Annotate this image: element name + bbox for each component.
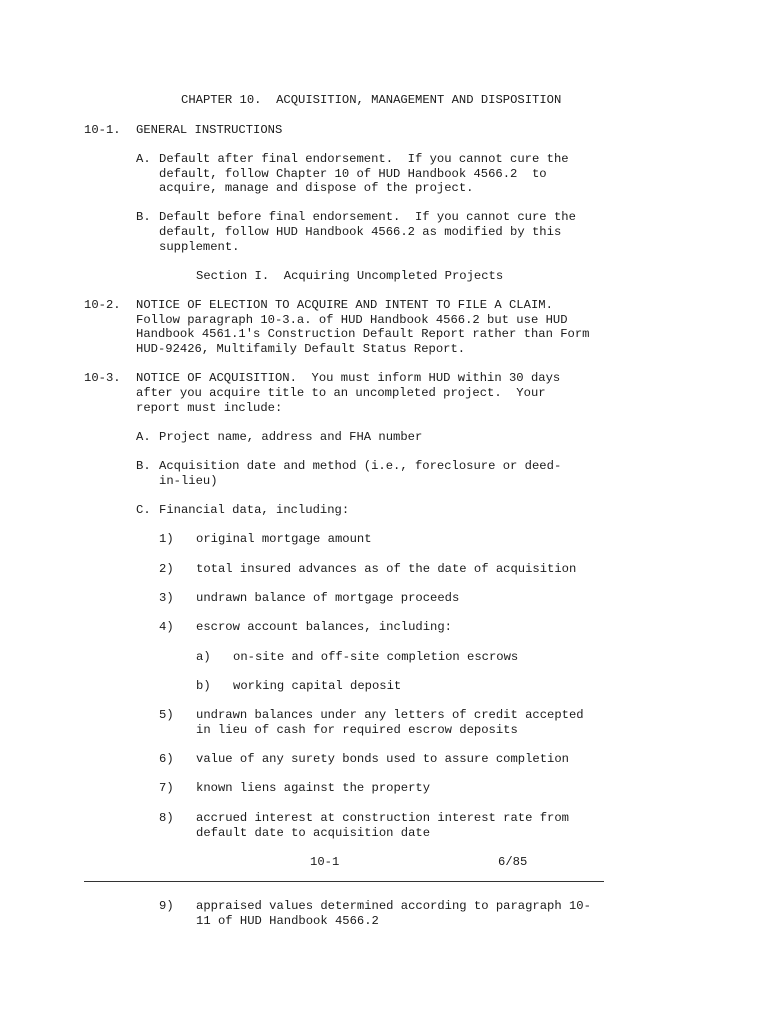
section-heading: Section I. Acquiring Uncompleted Projects — [196, 269, 504, 283]
item-label: A. — [136, 430, 151, 444]
item-text: Financial data, including: — [159, 503, 350, 517]
list-item-number: 6) — [159, 752, 174, 766]
paragraph-text: after you acquire title to an uncompleted project. Your — [136, 386, 546, 400]
list-item-text: default date to acquisition date — [196, 826, 431, 840]
list-item-text: escrow account balances, including: — [196, 620, 452, 634]
list-item-number: 1) — [159, 532, 174, 546]
paragraph-text: NOTICE OF ELECTION TO ACQUIRE AND INTENT TO FILE A CLAIM. — [136, 298, 553, 312]
paragraph-heading: GENERAL INSTRUCTIONS — [136, 123, 283, 137]
paragraph-number: 10-3. — [84, 371, 121, 385]
list-item-number: 8) — [159, 811, 174, 825]
item-text: Acquisition date and method (i.e., foreclosure or deed- — [159, 459, 562, 473]
paragraph-text: Follow paragraph 10-3.a. of HUD Handbook 4566.2 but use HUD — [136, 313, 568, 327]
paragraph-text: NOTICE OF ACQUISITION. You must inform HUD within 30 days — [136, 371, 561, 385]
item-text: supplement. — [159, 240, 240, 254]
list-item-text: undrawn balance of mortgage proceeds — [196, 591, 460, 605]
list-item-text: original mortgage amount — [196, 532, 372, 546]
list-item-text: value of any surety bonds used to assure completion — [196, 752, 569, 766]
sub-item-label: b) — [196, 679, 211, 693]
list-item-text: appraised values determined according to paragraph 10- — [196, 899, 591, 913]
item-label: B. — [136, 210, 151, 224]
paragraph-number: 10-1. — [84, 123, 121, 137]
page-date: 6/85 — [498, 855, 528, 869]
list-item-text: in lieu of cash for required escrow deposits — [196, 723, 518, 737]
list-item-number: 3) — [159, 591, 174, 605]
paragraph-text: report must include: — [136, 401, 283, 415]
list-item-text: accrued interest at construction interest rate from — [196, 811, 569, 825]
paragraph-text: HUD-92426, Multifamily Default Status Report. — [136, 342, 466, 356]
item-label: B. — [136, 459, 151, 473]
chapter-title: CHAPTER 10. ACQUISITION, MANAGEMENT AND DISPOSITION — [181, 93, 562, 107]
sub-item-text: on-site and off-site completion escrows — [233, 650, 519, 664]
list-item-number: 9) — [159, 899, 174, 913]
page-number: 10-1 — [310, 855, 340, 869]
list-item-text: 11 of HUD Handbook 4566.2 — [196, 914, 379, 928]
list-item-text: total insured advances as of the date of acquisition — [196, 562, 577, 576]
item-text: acquire, manage and dispose of the project. — [159, 181, 474, 195]
item-label: A. — [136, 152, 151, 166]
paragraph-text: Handbook 4561.1's Construction Default Report rather than Form — [136, 327, 590, 341]
item-text: default, follow HUD Handbook 4566.2 as modified by this — [159, 225, 562, 239]
item-text: Default after final endorsement. If you cannot cure the — [159, 152, 569, 166]
item-label: C. — [136, 503, 151, 517]
list-item-text: undrawn balances under any letters of credit accepted — [196, 708, 584, 722]
item-text: default, follow Chapter 10 of HUD Handbook 4566.2 to — [159, 167, 547, 181]
item-text: Project name, address and FHA number — [159, 430, 423, 444]
list-item-text: known liens against the property — [196, 781, 431, 795]
paragraph-number: 10-2. — [84, 298, 121, 312]
page-break-rule — [84, 881, 604, 882]
item-text: in-lieu) — [159, 474, 218, 488]
list-item-number: 5) — [159, 708, 174, 722]
list-item-number: 4) — [159, 620, 174, 634]
sub-item-label: a) — [196, 650, 211, 664]
item-text: Default before final endorsement. If you cannot cure the — [159, 210, 576, 224]
list-item-number: 2) — [159, 562, 174, 576]
list-item-number: 7) — [159, 781, 174, 795]
sub-item-text: working capital deposit — [233, 679, 402, 693]
